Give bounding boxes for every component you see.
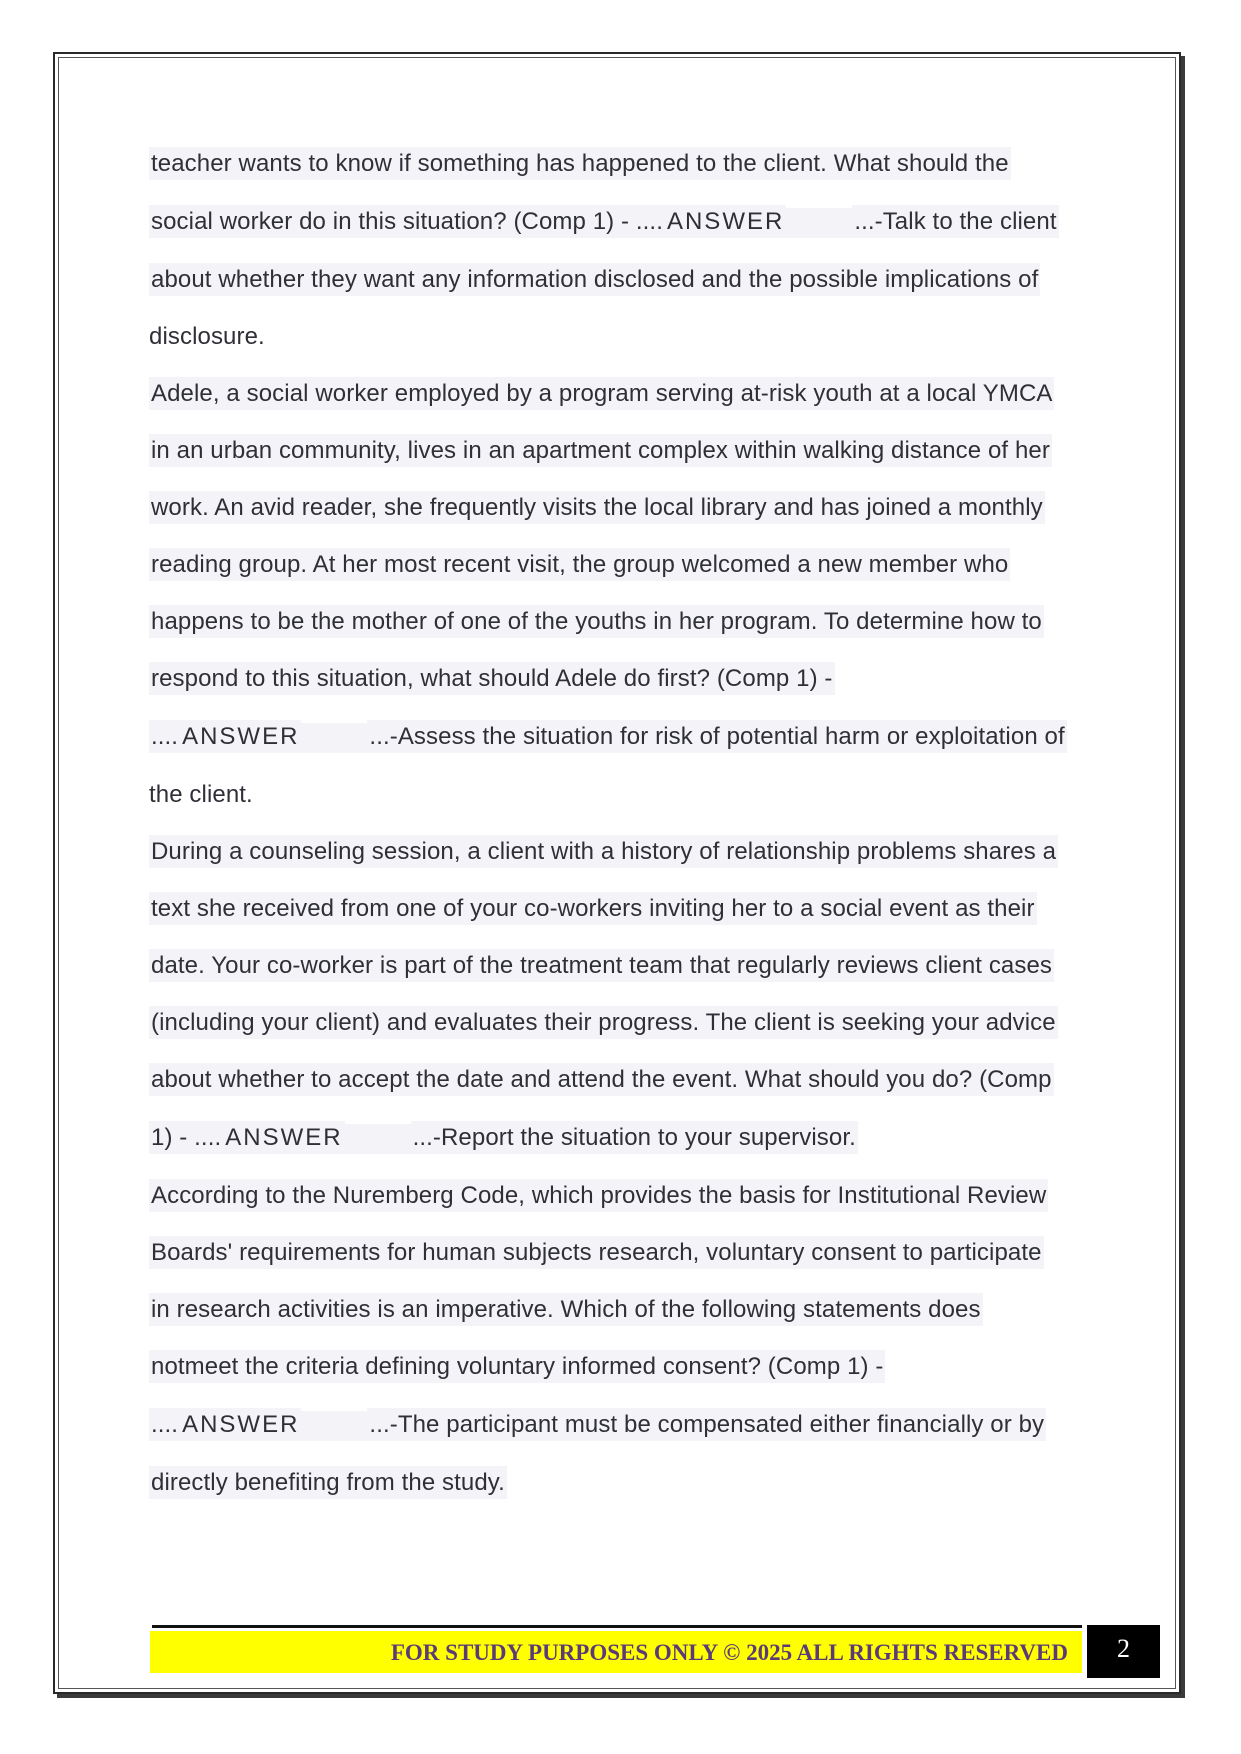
text-line: in research activities is an imperative. Which of the following statements does — [149, 1288, 1089, 1345]
text-line: .... ANSWER ...-Assess the situation for risk of potential harm or exploitation of — [149, 715, 1089, 773]
text-line: respond to this situation, what should Adele do first? (Comp 1) - — [149, 657, 1089, 715]
copyright-notice: FOR STUDY PURPOSES ONLY © 2025 ALL RIGHTS RESERVED — [390, 1640, 1068, 1665]
text-line: disclosure. — [149, 323, 265, 350]
text-line: Boards' requirements for human subjects research, voluntary consent to participate — [149, 1231, 1089, 1288]
answer-gap — [345, 1124, 411, 1154]
text-line: notmeet the criteria defining voluntary informed consent? (Comp 1) - — [149, 1345, 1089, 1403]
text-line: Adele, a social worker employed by a program serving at-risk youth at a local YMCA — [149, 372, 1089, 429]
footer-banner — [150, 1631, 1082, 1673]
text-line: date. Your co-worker is part of the treatment team that regularly reviews client cases — [149, 944, 1089, 1001]
text-line: .... ANSWER ...-The participant must be compensated either financially or by — [149, 1403, 1089, 1461]
answer-label: ANSWER — [180, 720, 301, 753]
answer-label: ANSWER — [180, 1408, 301, 1441]
text-line: (including your client) and evaluates their progress. The client is seeking your advice — [149, 1001, 1089, 1058]
answer-gap — [786, 208, 852, 238]
answer-gap — [301, 723, 367, 753]
answer-label: ANSWER — [223, 1121, 344, 1154]
page-number: 2 — [1087, 1625, 1160, 1678]
text-line: in an urban community, lives in an apartment complex within walking distance of her — [149, 429, 1089, 486]
text-line: happens to be the mother of one of the youths in her program. To determine how to — [149, 600, 1089, 657]
text-line: directly benefiting from the study. — [149, 1461, 1089, 1519]
answer-gap — [301, 1411, 367, 1441]
text-line: teacher wants to know if something has happened to the client. What should the — [149, 142, 1089, 200]
text-line: about whether they want any information disclosed and the possible implications of — [149, 258, 1089, 315]
answer-label: ANSWER — [665, 205, 786, 238]
text-line: social worker do in this situation? (Comp 1) - .... ANSWER ...-Talk to the client — [149, 200, 1089, 258]
text-line: the client. — [149, 781, 253, 808]
text-line: reading group. At her most recent visit, the group welcomed a new member who — [149, 543, 1089, 600]
text-line: text she received from one of your co-workers inviting her to a social event as their — [149, 887, 1089, 944]
footer-divider — [152, 1625, 1082, 1628]
text-line: According to the Nuremberg Code, which provides the basis for Institutional Review — [149, 1174, 1089, 1231]
text-line: work. An avid reader, she frequently visits the local library and has joined a monthly — [149, 486, 1089, 543]
document-body — [149, 142, 1089, 1519]
text-line: 1) - .... ANSWER ...-Report the situation to your supervisor. — [149, 1116, 1089, 1174]
text-line: During a counseling session, a client with a history of relationship problems shares a — [149, 830, 1089, 887]
text-line: about whether to accept the date and attend the event. What should you do? (Comp — [149, 1058, 1089, 1116]
